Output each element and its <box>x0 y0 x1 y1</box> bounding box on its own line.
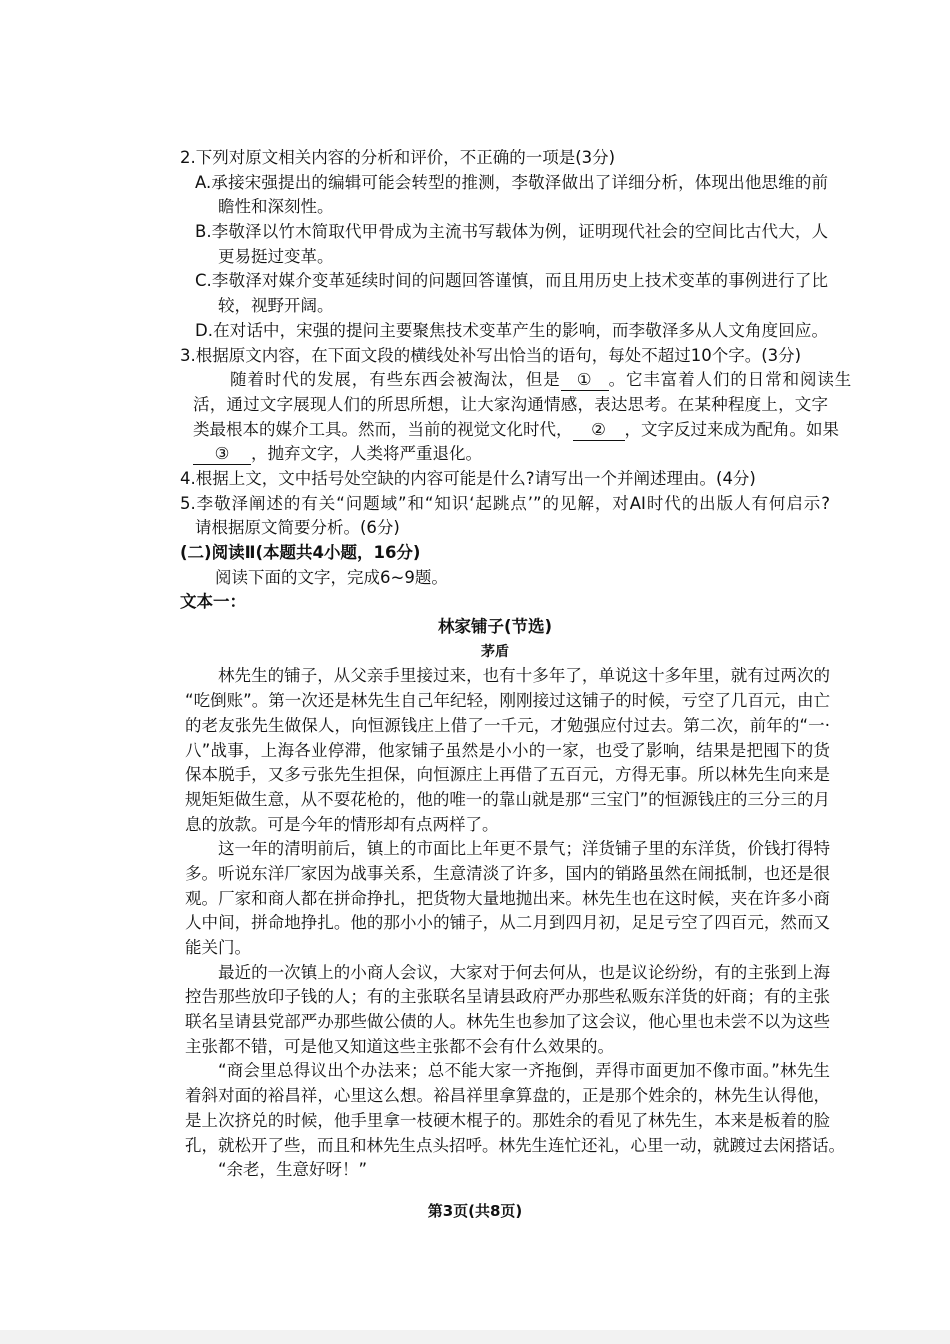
question-5-stem: 5.李敬泽阐述的有关“问题域”和“知识‘起跳点’”的见解，对AI时代的出版人有何启示? <box>180 493 830 513</box>
story-line: 这一年的清明前后，镇上的市面比上年更不景气；洋货铺子里的东洋货，价钱打得特 <box>218 839 830 859</box>
question-3-passage-line <box>193 418 839 443</box>
question-4-stem: 4.根据上文，文中括号处空缺的内容可能是什么?请写出一个并阐述理由。(4分) <box>180 468 756 488</box>
story-author: 茅盾 <box>481 643 509 660</box>
story-line: 息的放款。可是今年的情形却有点两样了。 <box>185 814 499 834</box>
question-2-stem: 2.下列对原文相关内容的分析和评价，不正确的一项是(3分) <box>180 148 616 167</box>
question-2-option: B.李敬泽以竹木简取代甲骨成为主流书写载体为例，证明现代社会的空间比古代大，人 <box>195 222 828 242</box>
answer-blank-2: ② <box>573 420 625 441</box>
story-line: “余老，生意好呀！” <box>218 1160 368 1180</box>
story-line: 着斜对面的裕昌祥，心里这么想。裕昌祥里拿算盘的，正是那个姓余的，林先生认得他， <box>185 1086 830 1106</box>
page-bottom-edge <box>0 1330 950 1344</box>
passage-text: 类最根本的媒介工具。然而，当前的视觉文化时代， <box>193 419 573 439</box>
section-heading: (二)阅读Ⅱ(本题共4小题，16分) <box>180 543 421 562</box>
story-line: 人中间，拼命地挣扎。他的那小小的铺子，从二月到四月初，足足亏空了四百元，然而又 <box>185 913 830 933</box>
story-line: “吃倒账”。第一次还是林先生自己年纪轻，刚刚接过这铺子的时候，亏空了几百元，由亡 <box>185 691 830 711</box>
passage-text: ，抛弃文字，人类将严重退化。 <box>251 444 482 464</box>
question-5-stem: 请根据原文简要分析。(6分) <box>195 518 400 538</box>
story-line: 八”战事，上海各业停滞，他家铺子虽然是小小的一家，也受了影响，结果是把囤下的货 <box>185 740 830 760</box>
section-instruction: 阅读下面的文字，完成6~9题。 <box>215 567 448 587</box>
story-line: 控告那些放印子钱的人；有的主张联名呈请县政府严办那些私贩东洋货的奸商；有的主张 <box>185 987 830 1007</box>
passage-text: 随着时代的发展，有些东西会被淘汰，但是 <box>230 370 561 390</box>
story-line: 规矩矩做生意，从不耍花枪的，他的唯一的靠山就是那“三宝门”的恒源钱庄的三分三的月 <box>185 789 830 809</box>
story-line: 是上次挤兑的时候，他手里拿一枝硬木棍子的。那姓余的看见了林先生，本来是板着的脸 <box>185 1110 830 1130</box>
story-line: “商会里总得议出个办法来；总不能大家一齐拖倒，弄得市面更加不像市面。”林先生 <box>218 1061 830 1081</box>
passage-text: 。它丰富着人们的日常和阅读生 <box>608 370 853 390</box>
story-line: 最近的一次镇上的小商人会议，大家对于何去何从，也是议论纷纷，有的主张到上海 <box>218 962 830 982</box>
story-title: 林家铺子(节选) <box>437 617 553 637</box>
answer-blank-3: ③ <box>193 444 251 465</box>
question-2-option: 较，视野开阔。 <box>218 296 334 316</box>
page-number: 第3页(共8页) <box>427 1202 523 1220</box>
question-2-option: D.在对话中，宋强的提问主要聚焦技术变革产生的影响，而李敬泽多从人文角度回应。 <box>195 320 828 340</box>
question-2-option: 更易挺过变革。 <box>218 246 334 266</box>
question-3-stem: 3.根据原文内容，在下面文段的横线处补写出恰当的语句，每处不超过10个字。(3分) <box>180 345 802 365</box>
story-line: 观。厂家和商人都在拼命挣扎，把货物大量地抛出来。林先生也在这时候，夹在许多小商 <box>185 888 830 908</box>
story-line: 能关门。 <box>185 938 251 957</box>
passage-text: ，文字反过来成为配角。如果 <box>624 419 839 439</box>
question-3-passage-line <box>230 368 853 393</box>
story-line: 联名呈请县党部严办那些做公债的人。林先生也参加了这会议，他心里也未尝不以为这些 <box>185 1012 830 1032</box>
story-line: 的老友张先生做保人，向恒源钱庄上借了一千元，才勉强应付过去。第二次，前年的“一· <box>185 715 830 735</box>
story-line: 孔，就松开了些，而且和林先生点头招呼。林先生连忙还礼，心里一动，就踱过去闲搭话。 <box>185 1135 845 1155</box>
story-line: 林先生的铺子，从父亲手里接过来，也有十多年了，单说这十多年里，就有过两次的 <box>218 666 830 686</box>
story-line: 多。听说东洋厂家因为战事关系，生意清淡了许多，国内的销路虽然在闹抵制，也还是很 <box>185 863 830 883</box>
question-3-passage-line <box>193 442 828 467</box>
question-3-passage-line: 活，通过文字展现人们的所思所想，让大家沟通情感，表达思考。在某种程度上，文字 <box>193 394 828 414</box>
answer-blank-1: ① <box>561 370 609 391</box>
question-2-option: C.李敬泽对媒介变革延续时间的问题回答谨慎，而且用历史上技术变革的事例进行了比 <box>195 271 828 291</box>
story-line: 保本脱手，又多亏张先生担保，向恒源庄上再借了五百元，方得无事。所以林先生向来是 <box>185 765 830 785</box>
story-line: 主张都不错，可是他又知道这些主张都不会有什么效果的。 <box>185 1036 614 1056</box>
question-2-option: 瞻性和深刻性。 <box>218 197 334 217</box>
exam-page <box>0 146 950 1183</box>
question-2-option: A.承接宋强提出的编辑可能会转型的推测，李敬泽做出了详细分析，体现出他思维的前 <box>195 172 828 192</box>
text-label: 文本一： <box>180 592 246 612</box>
